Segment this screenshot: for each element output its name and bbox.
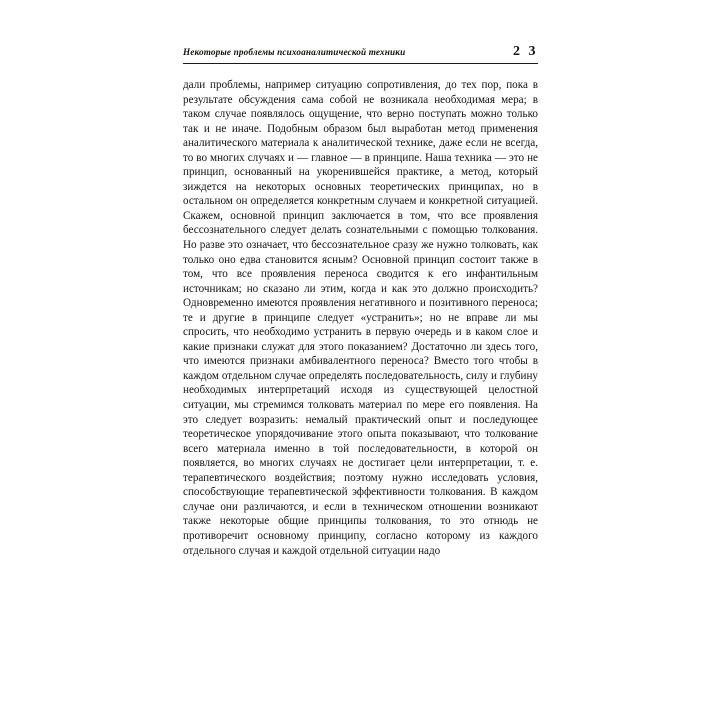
body-text-block [183, 78, 538, 558]
running-head-title: Некоторые проблемы психоаналитической техники [183, 47, 406, 57]
page-number: 2 3 [513, 44, 538, 59]
running-head [183, 44, 538, 64]
body-paragraph: дали проблемы, например ситуацию сопротивления, до тех пор, пока в результате обсуждения сама собой не возникала необходимая мера; в таком случае появлялось ощущение, что верно поступать можно только так и не иначе. Подобным образом был выработан метод применения аналитического материала к аналитической технике, даже если не всегда, то во многих случаях и — главное — в принципе. Наша техника — это не принцип, основанный на укоренившейся практике, а метод, который зиждется на некоторых основных теоретических принципах, но в остальном он определяется конкретным случаем и конкретной ситуацией. Скажем, основной принцип заключается в том, что все проявления бессознательного следует делать сознательными с помощью толкования. Но разве это означает, что бессознательное сразу же нужно толковать, как только оно едва становится ясным? Основной принцип состоит также в том, что все проявления переноса сводится к его инфантильным источникам; но сказано ли этим, когда и как это должно происходить? Одновременно имеются проявления негативного и позитивного переноса; те и другие в принципе следует «устранить»; но не вправе ли мы спросить, что необходимо устранить в первую очередь и в каком слое и какие признаки служат для этого показанием? Достаточно ли здесь того, что имеются признаки амбивалентного переноса? Вместо того чтобы в каждом отдельном случае определять последовательность, силу и глубину необходимых интерпретаций исходя из существующей целостной ситуации, мы стремимся толковать материал по мере его появления. На это следует возразить: немалый практический опыт и последующее теоретическое упорядочивание этого опыта показывают, что толкование всего материала именно в той последовательности, в которой он появляется, во многих случаях не достигает цели интерпретации, т. е. терапевтического воздействия; поэтому нужно исследовать условия, способствующие терапевтической эффективности толкования. В каждом случае они различаются, и если в техническом отношении возникают также некоторые общие принципы толкования, то это отнюдь не противоречит основному принципу, согласно которому из каждого отдельного случая и каждой отдельной ситуации надо [183, 79, 538, 557]
page-content-area [183, 44, 538, 684]
